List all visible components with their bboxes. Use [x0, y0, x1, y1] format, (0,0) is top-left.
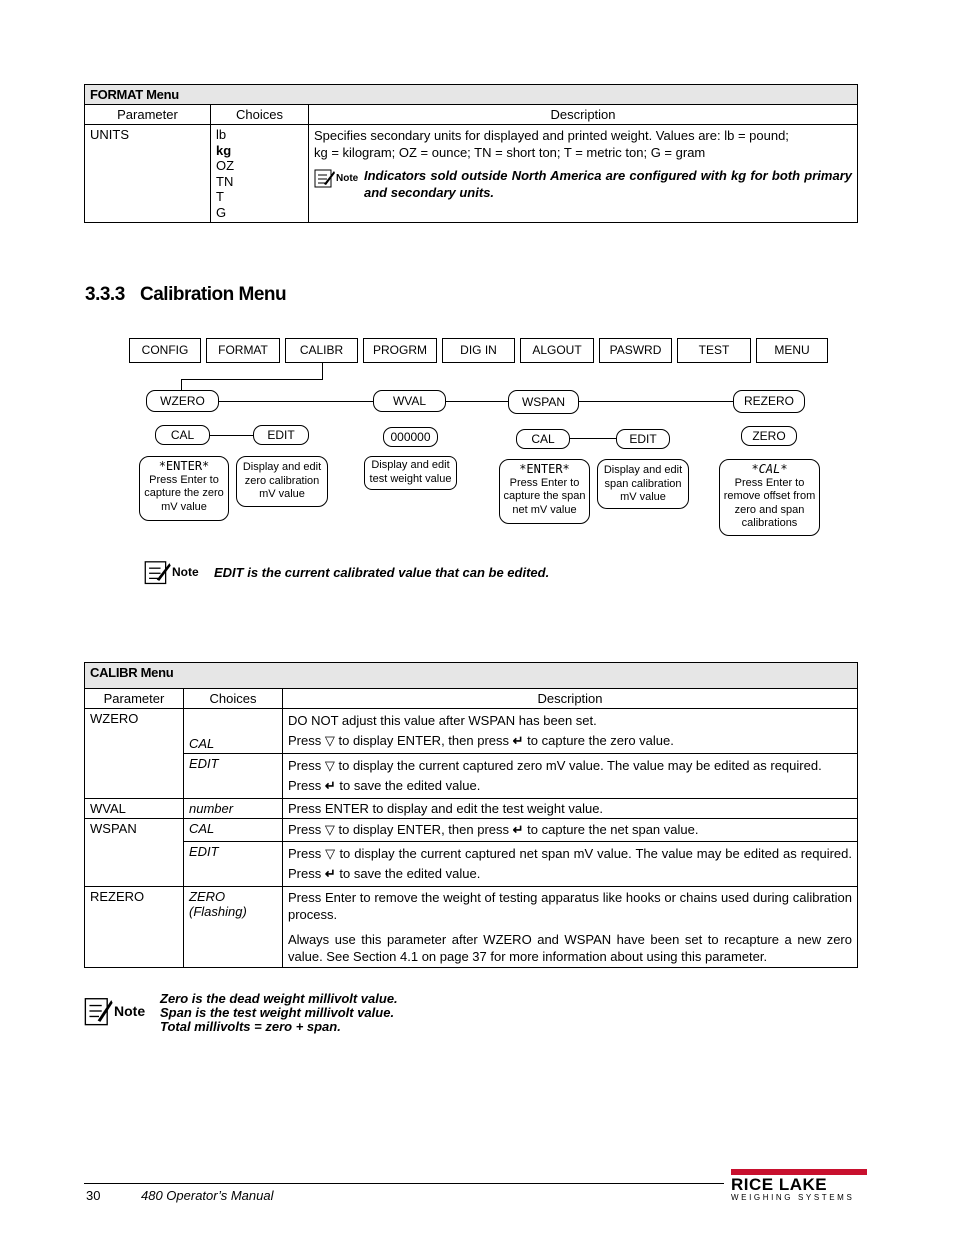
rezero-desc	[719, 459, 820, 536]
text: to capture the zero value.	[527, 733, 674, 748]
header-parameter: Parameter	[85, 105, 211, 125]
units-note	[314, 167, 852, 201]
diagram-note-text: EDIT is the current calibrated value that can be edited.	[214, 564, 550, 580]
connector	[181, 379, 182, 390]
choice-cal: CAL	[189, 736, 215, 751]
choice-kg: kg	[216, 142, 232, 158]
note-icon	[144, 558, 214, 586]
format-menu-table	[84, 84, 858, 223]
note-label: Note	[172, 565, 199, 579]
note-line: Zero is the dead weight millivolt value.	[160, 991, 398, 1006]
rice-lake-logo	[731, 1169, 867, 1203]
wspan-choice-cal	[184, 819, 283, 842]
wzero-choice-edit	[184, 754, 283, 799]
param-wzero: WZERO	[146, 390, 219, 412]
wval-desc: Press ENTER to display and edit the test weight value.	[283, 799, 858, 819]
choice-number: number	[189, 801, 234, 816]
bottom-note	[84, 992, 398, 1034]
page-number: 30	[86, 1188, 101, 1203]
text: to display the current captured zero mV value. The value may be edited as required.	[338, 758, 822, 773]
down-arrow-icon: ▽	[324, 822, 335, 837]
units-description	[309, 125, 858, 223]
wspan-edit-desc: Display and edit span calibration mV value	[597, 459, 689, 509]
text: to display ENTER, then press	[338, 733, 510, 748]
connector	[322, 363, 323, 379]
calibr-menu-title: CALIBR Menu	[85, 663, 858, 689]
menu-algout: ALGOUT	[520, 338, 594, 363]
table-row	[85, 709, 858, 754]
text: to capture the net span value.	[527, 822, 699, 837]
text: to display the current captured net span mV value. The value may be edited as required. Press	[288, 846, 852, 881]
wzero-cal-text: Press Enter to capture the zero mV value	[144, 473, 224, 513]
wzero-cal-display: *ENTER*	[158, 459, 210, 473]
note-icon	[314, 167, 364, 189]
units-choices	[211, 125, 309, 223]
choice-oz: OZ	[216, 158, 235, 173]
menu-config: CONFIG	[129, 338, 201, 363]
units-desc-line1: Specifies secondary units for displayed and printed weight. Values are: lb = pound;	[314, 128, 789, 143]
menu-progrm: PROGRM	[363, 338, 437, 363]
rezero-desc	[283, 887, 858, 968]
logo-brand: RICE LAKE	[731, 1175, 828, 1194]
units-desc-line2: kg = kilogram; OZ = ounce; TN = short ton; T = metric ton; G = gram	[314, 145, 706, 160]
param-rezero: REZERO	[733, 390, 805, 413]
text: Press	[288, 778, 322, 793]
header-description: Description	[309, 105, 858, 125]
section-title: Calibration Menu	[140, 284, 287, 305]
param-rezero: REZERO	[85, 887, 184, 968]
connector	[446, 401, 508, 402]
section-heading	[85, 284, 286, 306]
param-wval: WVAL	[373, 390, 446, 412]
connector	[181, 379, 323, 380]
connector	[219, 401, 373, 402]
choice-flashing: (Flashing)	[189, 904, 247, 919]
wspan-edit-desc	[283, 842, 858, 887]
param-wspan: WSPAN	[85, 819, 184, 887]
wspan-edit: EDIT	[616, 429, 670, 449]
enter-key-icon: ↵	[324, 778, 336, 793]
connector	[210, 435, 253, 436]
wval-desc: Display and edit test weight value	[364, 456, 457, 490]
section-number: 3.3.3	[85, 284, 125, 305]
wzero-cal-line	[288, 731, 852, 751]
format-menu-title: FORMAT Menu	[85, 85, 858, 105]
logo-subtitle: WEIGHING SYSTEMS	[731, 1193, 855, 1202]
text: to display ENTER, then press	[338, 822, 510, 837]
wval-choice	[184, 799, 283, 819]
choice-zero: ZERO	[189, 889, 226, 904]
text: Press	[288, 758, 322, 773]
bottom-note-text	[160, 992, 398, 1034]
table-row	[85, 819, 858, 842]
wzero-cal-desc	[283, 709, 858, 754]
enter-key-icon: ↵	[324, 866, 336, 881]
table-row	[85, 754, 858, 799]
wzero-edit-line2	[288, 776, 852, 796]
down-arrow-icon: ▽	[324, 758, 335, 773]
rezero-desc-2: Always use this parameter after WZERO and WSPAN have been set to recapture a new zero value. See Section 4.1 on page 37 for more information about using this parameter.	[288, 932, 852, 964]
wzero-edit: EDIT	[253, 425, 309, 445]
choice-tn: TN	[216, 173, 234, 189]
note-icon	[84, 994, 160, 1028]
text: to save the edited value.	[339, 866, 481, 881]
table-row	[85, 799, 858, 819]
wzero-edit-desc: Display and edit zero calibration mV value	[236, 456, 328, 507]
menu-menu: MENU	[756, 338, 828, 363]
wzero-cal: CAL	[155, 425, 210, 445]
choice-g: G	[216, 204, 227, 220]
rezero-desc-1: Press Enter to remove the weight of testing apparatus like hooks or chains used during calibration process.	[288, 890, 852, 922]
note-label: Note	[336, 172, 359, 184]
wzero-edit-line1	[288, 756, 852, 776]
rezero-display: *CAL*	[751, 462, 788, 476]
text: Press	[288, 733, 322, 748]
note-label: Note	[114, 1003, 146, 1019]
menu-calibr: CALIBR	[285, 338, 358, 363]
menu-dig-in: DIG IN	[442, 338, 515, 363]
enter-key-icon: ↵	[512, 733, 524, 748]
choice-edit: EDIT	[189, 844, 219, 859]
menu-paswrd: PASWRD	[599, 338, 672, 363]
choice-t: T	[216, 189, 224, 204]
choice-cal: CAL	[189, 821, 215, 836]
manual-title: 480 Operator’s Manual	[141, 1188, 274, 1203]
wspan-choice-edit	[184, 842, 283, 887]
header-choices: Choices	[184, 689, 283, 709]
wspan-cal-desc	[283, 819, 858, 842]
header-description: Description	[283, 689, 858, 709]
menu-test: TEST	[677, 338, 751, 363]
note-line: Total millivolts = zero + span.	[160, 1019, 341, 1034]
units-note-text: Indicators sold outside North America are configured with kg for both primary and secondary units.	[364, 168, 852, 200]
wzero-cal-desc	[139, 456, 229, 521]
wspan-cal-text: Press Enter to capture the span net mV value	[503, 476, 586, 516]
footer-rule	[84, 1183, 724, 1184]
wzero-choice-cal	[184, 709, 283, 754]
note-line: Span is the test weight millivolt value.	[160, 1005, 395, 1020]
wzero-edit-desc	[283, 754, 858, 799]
header-parameter: Parameter	[85, 689, 184, 709]
wval-value: 000000	[383, 427, 438, 447]
connector	[570, 438, 616, 439]
table-row	[85, 887, 858, 968]
param-wspan: WSPAN	[508, 390, 579, 414]
calibr-menu-table	[84, 662, 858, 968]
down-arrow-icon: ▽	[324, 733, 335, 748]
rezero-text: Press Enter to remove offset from zero and span calibrations	[723, 476, 816, 529]
choice-edit: EDIT	[189, 756, 219, 771]
wspan-cal-desc	[499, 459, 590, 524]
wspan-cal-display: *ENTER*	[519, 462, 570, 476]
param-wval: WVAL	[85, 799, 184, 819]
param-units: UNITS	[85, 125, 211, 223]
rezero-choice	[184, 887, 283, 968]
connector	[579, 401, 733, 402]
table-row	[85, 125, 858, 223]
text: Press	[288, 846, 322, 861]
table-row	[85, 842, 858, 887]
wzero-warning: DO NOT adjust this value after WSPAN has been set.	[288, 713, 597, 728]
param-wzero: WZERO	[85, 709, 184, 799]
down-arrow-icon: ▽	[325, 846, 336, 861]
menu-format: FORMAT	[206, 338, 280, 363]
text: Press	[288, 822, 322, 837]
enter-key-icon: ↵	[512, 822, 524, 837]
choice-lb: lb	[216, 127, 227, 142]
diagram-note	[144, 558, 549, 586]
text: to save the edited value.	[339, 778, 481, 793]
wspan-cal: CAL	[516, 429, 570, 449]
header-choices: Choices	[211, 105, 309, 125]
rezero-zero: ZERO	[741, 426, 797, 446]
